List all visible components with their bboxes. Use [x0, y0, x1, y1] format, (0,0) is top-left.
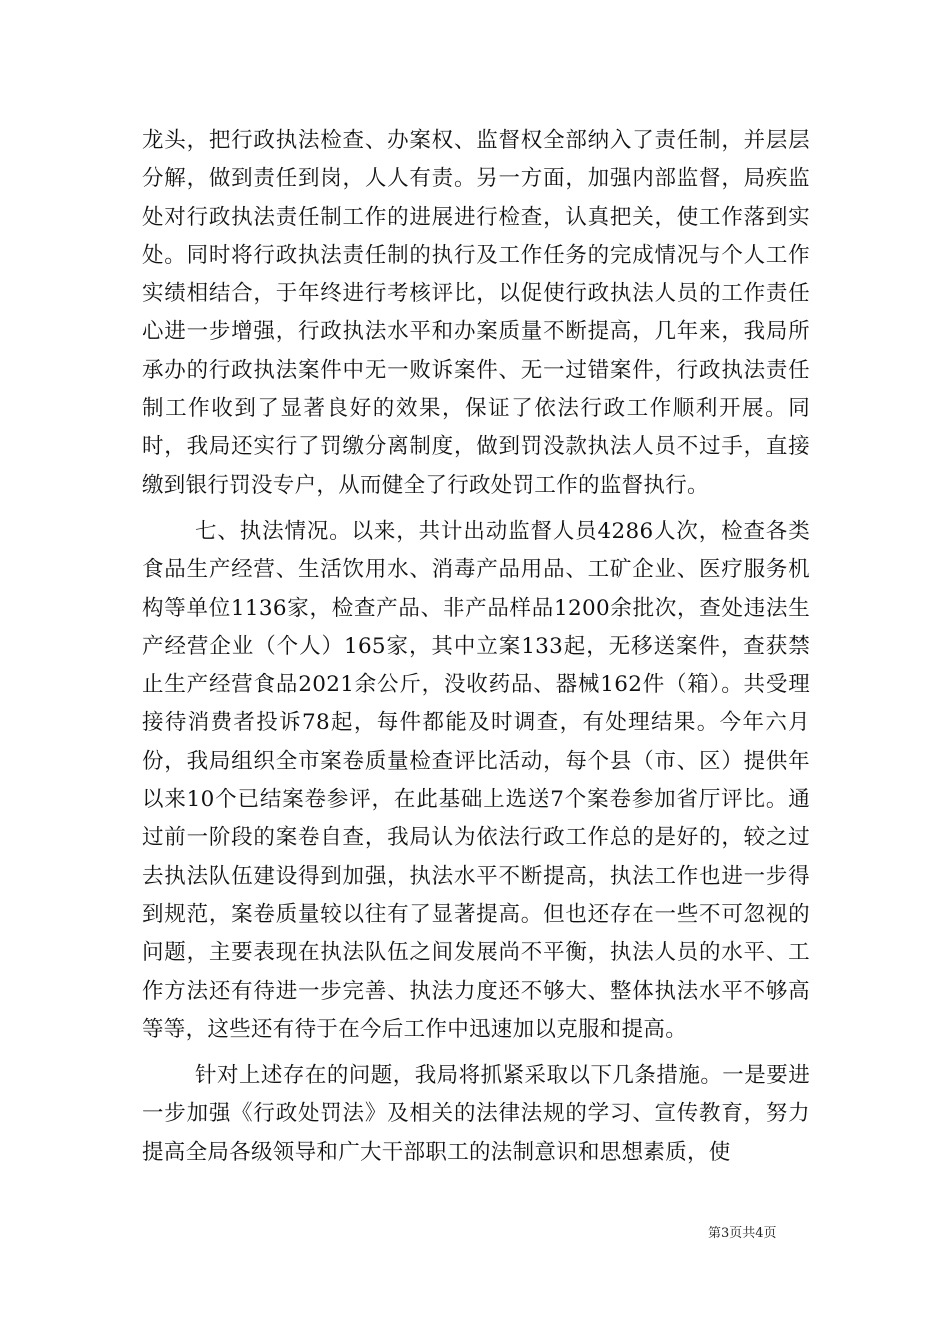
document-body: [142, 122, 810, 1172]
page-number-label: 第3页共4页: [708, 1226, 777, 1241]
paragraph-2: 七、执法情况。以来，共计出动监督人员4286人次，检查各类食品生产经营、生活饮用水、消毒产品用品、工矿企业、医疗服务机构等单位1136家，检查产品、非产品样品1200余批次，查处违法生产经营企业（个人）165家，其中立案133起，无移送案件，查获禁止生产经营食品2021余公斤，没收药品、器械162件（箱）。共受理接待消费者投诉78起，每件都能及时调查，有处理结果。今年六月份，我局组织全市案卷质量检查评比活动，每个县（市、区）提供年以来10个已结案卷参评，在此基础上选送7个案卷参加省厅评比。通过前一阶段的案卷自查，我局认为依法行政工作总的是好的，较之过去执法队伍建设得到加强，执法水平不断提高，执法工作也进一步得到规范，案卷质量较以往有了显著提高。但也还存在一些不可忽视的问题，主要表现在执法队伍之间发展尚不平衡，执法人员的水平、工作方法还有待进一步完善、执法力度还不够大、整体执法水平不够高等等，这些还有待于在今后工作中迅速加以克服和提高。: [142, 518, 810, 1042]
paragraph-1: 龙头，把行政执法检查、办案权、监督权全部纳入了责任制，并层层分解，做到责任到岗，人人有责。另一方面，加强内部监督，局疾监处对行政执法责任制工作的进展进行检查，认真把关，使工作落到实处。同时将行政执法责任制的执行及工作任务的完成情况与个人工作实绩相结合，于年终进行考核评比，以促使行政执法人员的工作责任心进一步增强，行政执法水平和办案质量不断提高，几年来，我局所承办的行政执法案件中无一败诉案件、无一过错案件，行政执法责任制工作收到了显著良好的效果，保证了依法行政工作顺利开展。同时，我局还实行了罚缴分离制度，做到罚没款执法人员不过手，直接缴到银行罚没专户，从而健全了行政处罚工作的监督执行。: [142, 128, 810, 498]
paragraph-3: 针对上述存在的问题，我局将抓紧采取以下几条措施。一是要进一步加强《行政处罚法》及相关的法律法规的学习、宣传教育，努力提高全局各级领导和广大干部职工的法制意识和思想素质，使: [142, 1063, 810, 1165]
page-footer: [708, 1222, 777, 1241]
